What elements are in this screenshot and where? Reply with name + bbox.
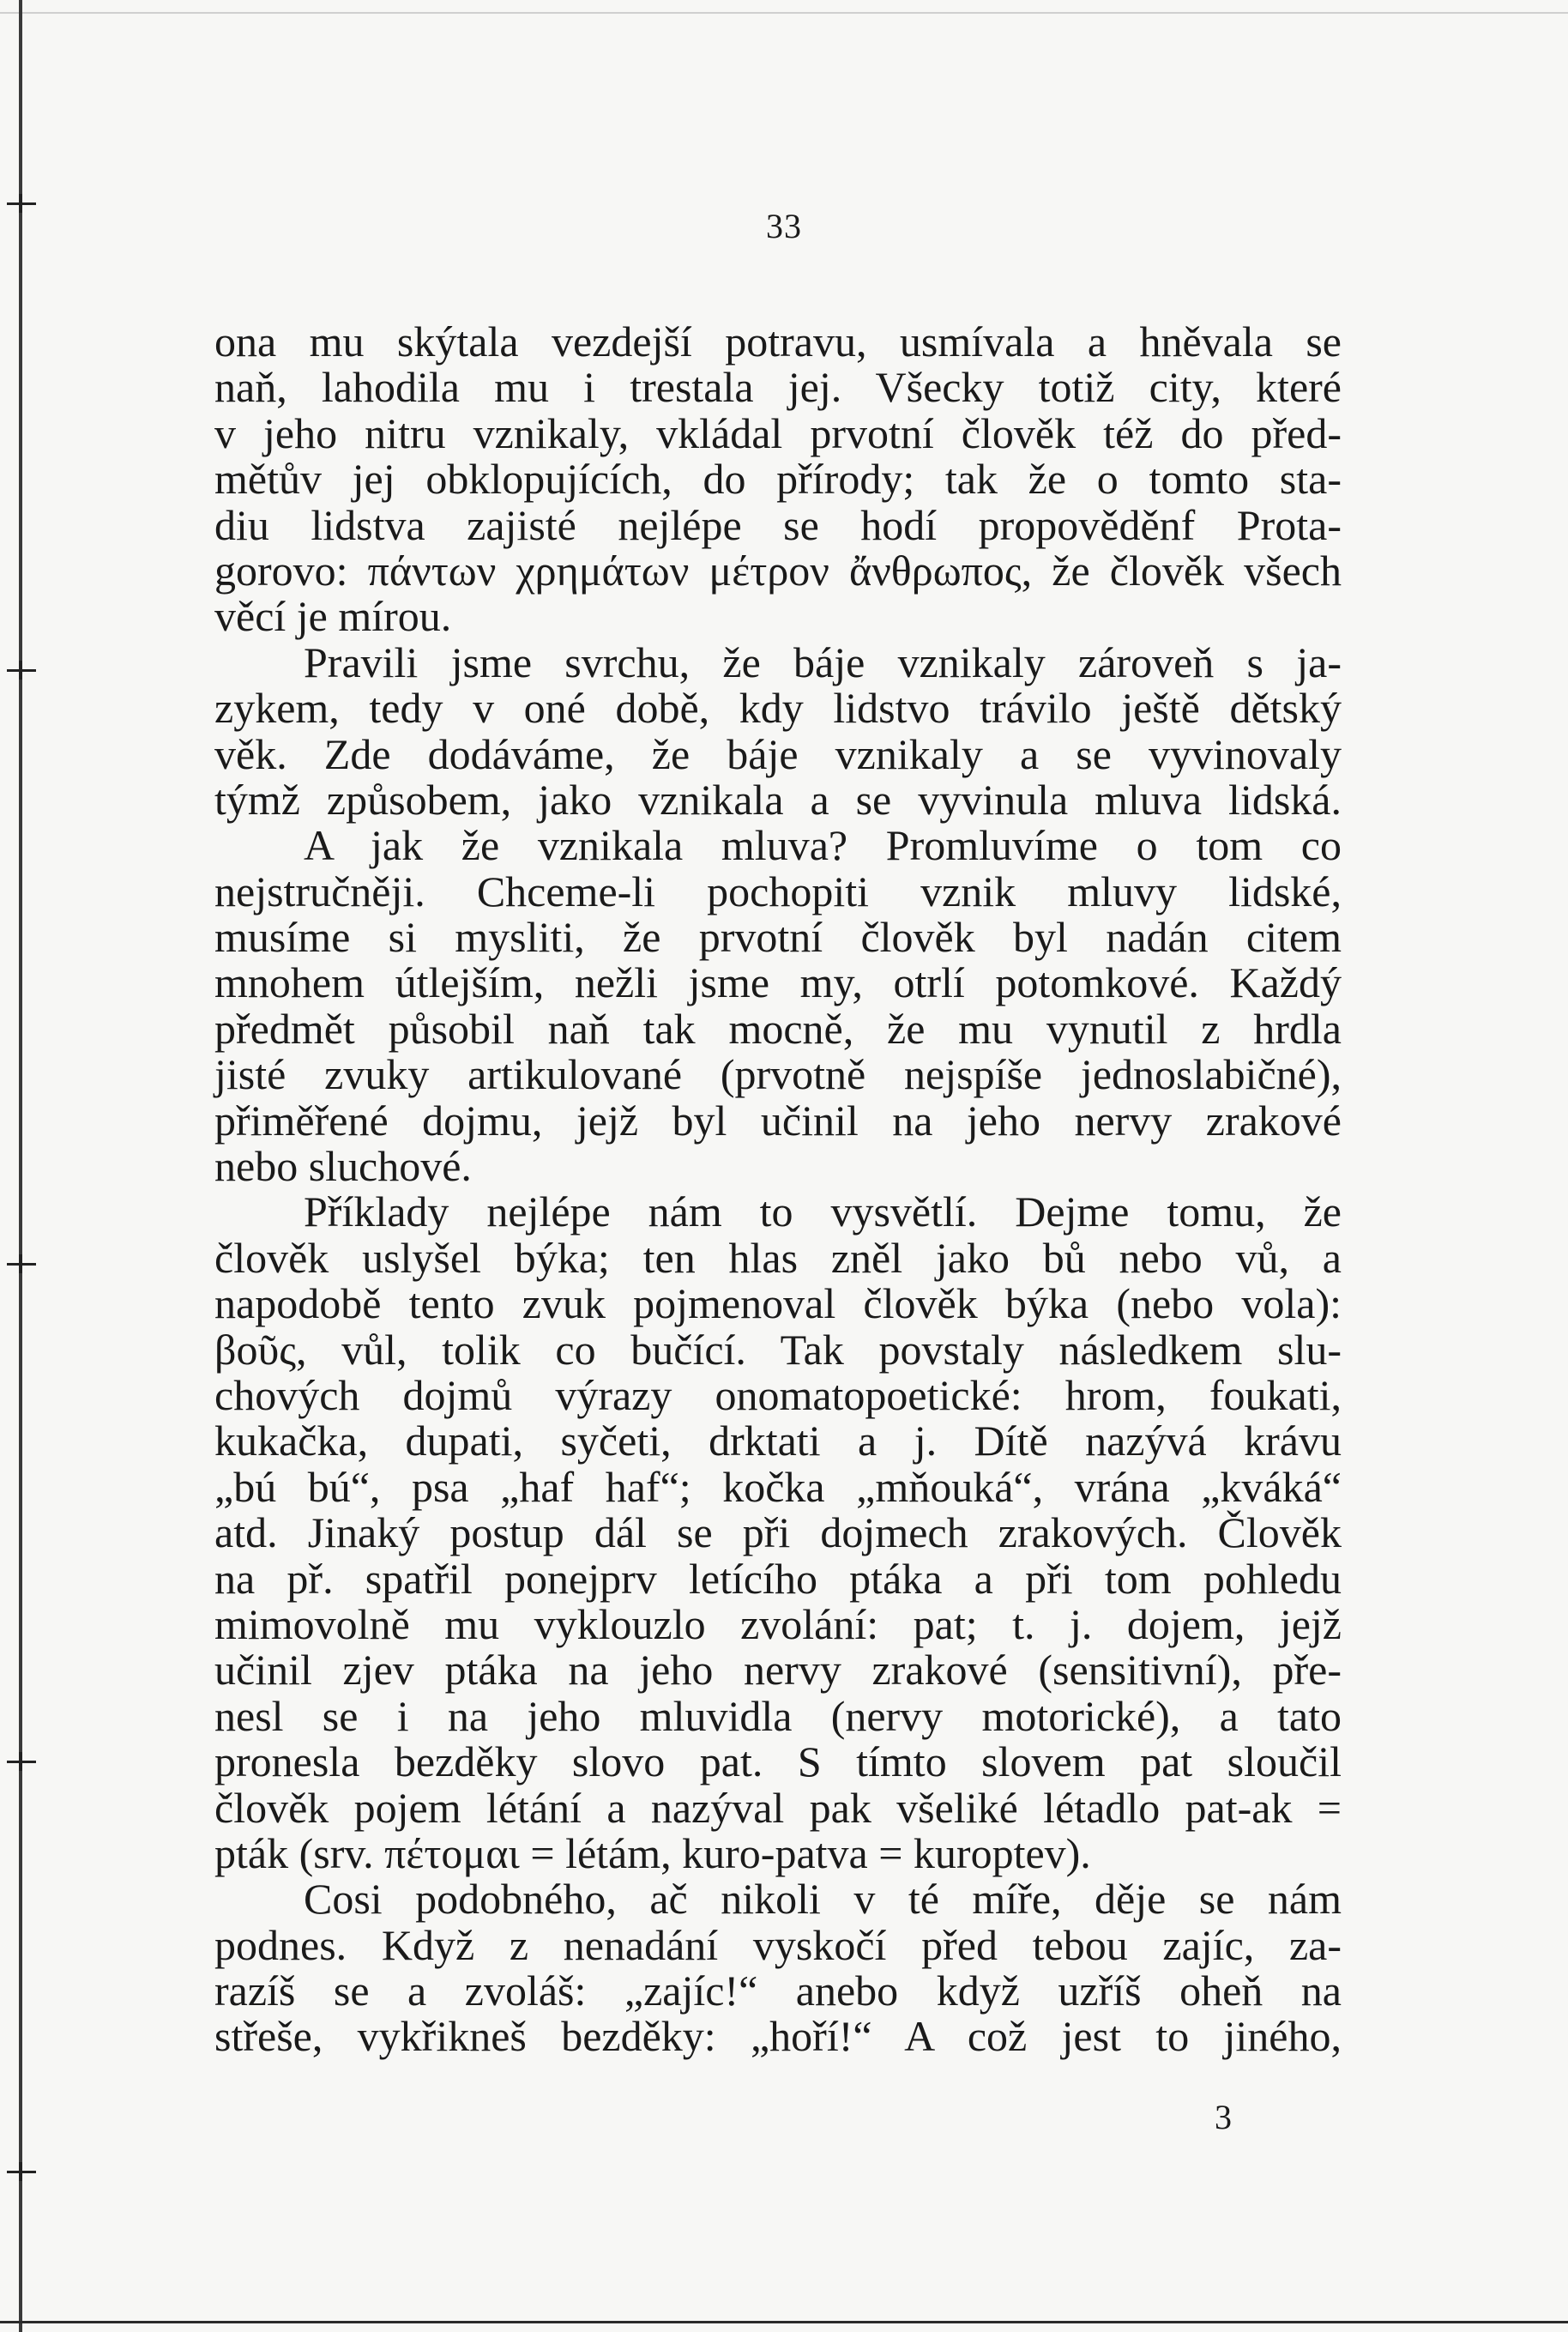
binding-mark: [7, 202, 36, 205]
text-line: napodobě tento zvuk pojmenoval člověk býka (nebo vola):: [214, 1279, 1342, 1328]
binding-mark: [7, 2171, 36, 2173]
scan-edge-top: [0, 12, 1568, 14]
text-line: člověk pojem létání a nazýval pak všeliké létadlo pat-ak =: [214, 1783, 1342, 1832]
text-line: věk. Zde dodáváme, že báje vznikaly a se vyvinovaly: [214, 729, 1342, 778]
text-line: přiměřené dojmu, jejž byl učinil na jeho nervy zrakové: [214, 1096, 1342, 1145]
text-line: A jak že vznikala mluva? Promluvíme o tom co: [304, 821, 1342, 870]
text-line: ona mu skýtala vezdejší potravu, usmívala a hněvala se: [214, 317, 1342, 366]
text-line: razíš se a zvoláš: „zajíc!“ anebo když uzříš oheň na: [214, 1966, 1342, 2015]
text-line: chových dojmů výrazy onomatopoetické: hrom, foukati,: [214, 1370, 1342, 1419]
text-line: mimovolně mu vyklouzlo zvolání: pat; t. j. dojem, jejž: [214, 1599, 1342, 1648]
text-line: naň, lahodila mu i trestala jej. Všecky totiž city, které: [214, 363, 1342, 412]
text-line: nejstručněji. Chceme-li pochopiti vznik mluvy lidské,: [214, 867, 1342, 915]
binding-mark: [7, 1263, 36, 1266]
text-line: βοῦς, vůl, tolik co bučící. Tak povstaly následkem slu-: [214, 1325, 1342, 1374]
text-line: nebo sluchové.: [214, 1142, 472, 1191]
text-line: v jeho nitru vznikaly, vkládal prvotní člověk též do před-: [214, 408, 1342, 457]
text-line: diu lidstva zajisté nejlépe se hodí propověděnf Prota-: [214, 500, 1342, 549]
binding-mark: [7, 1761, 36, 1763]
text-line: Příklady nejlépe nám to vysvětlí. Dejme tomu, že: [304, 1187, 1342, 1236]
text-line: jisté zvuky artikulované (prvotně nejspíše jednoslabičné),: [214, 1050, 1342, 1099]
text-line: kukačka, dupati, syčeti, drktati a j. Dítě nazývá krávu: [214, 1417, 1342, 1465]
text-line: týmž způsobem, jako vznikala a se vyvinula mluva lidská.: [214, 775, 1342, 824]
text-line: na př. spatřil ponejprv letícího ptáka a při tom pohledu: [214, 1554, 1342, 1603]
text-line: Pravili jsme svrchu, že báje vznikaly zároveň s ja-: [304, 637, 1342, 686]
scan-edge-bottom: [0, 2321, 1568, 2323]
text-line: pronesla bezděky slovo pat. S tímto slovem pat sloučil: [214, 1737, 1342, 1786]
text-line: nesl se i na jeho mluvidla (nervy motorické), a tato: [214, 1691, 1342, 1740]
text-line: učinil zjev ptáka na jeho nervy zrakové (sensitivní), pře-: [214, 1646, 1342, 1695]
text-line: musíme si mysliti, že prvotní člověk byl nadán citem: [214, 913, 1342, 962]
text-line: Cosi podobného, ač nikoli v té míře, děje se nám: [304, 1875, 1342, 1924]
text-line: předmět působil naň tak mocně, že mu vynutil z hrdla: [214, 1004, 1342, 1053]
text-line: člověk uslyšel býka; ten hlas zněl jako bů nebo vů, a: [214, 1233, 1342, 1282]
scan-edge-left: [19, 0, 22, 2332]
text-line: zykem, tedy v oné době, kdy lidstvo trávilo ještě dětský: [214, 684, 1342, 733]
text-line: pták (srv. πέτομαι = létám, kuro-patva = kuroptev).: [214, 1828, 1091, 1877]
text-line: „bú bú“, psa „haf haf“; kočka „mňouká“, vrána „kváká“: [214, 1462, 1342, 1511]
binding-mark: [7, 669, 36, 672]
text-line: střeše, vykřikneš bezděky: „hoří!“ A což jest to jiného,: [214, 2012, 1342, 2061]
page-number: 33: [766, 207, 802, 245]
text-line: podnes. Když z nenadání vyskočí před tebou zajíc, za-: [214, 1920, 1342, 1969]
text-line: gorovo: πάντων χρημάτων μέτρον ἄνθρωπος, že člověk všech: [214, 546, 1342, 595]
text-line: atd. Jinaký postup dál se při dojmech zrakových. Člověk: [214, 1508, 1342, 1557]
body-text: [214, 319, 1342, 2060]
text-line: mnohem útlejším, nežli jsme my, otrlí potomkové. Každý: [214, 958, 1342, 1007]
sheet-signature: 3: [1215, 2098, 1232, 2136]
text-line: věcí je mírou.: [214, 592, 452, 641]
text-line: mětův jej obklopujících, do přírody; tak že o tomto sta-: [214, 455, 1342, 504]
